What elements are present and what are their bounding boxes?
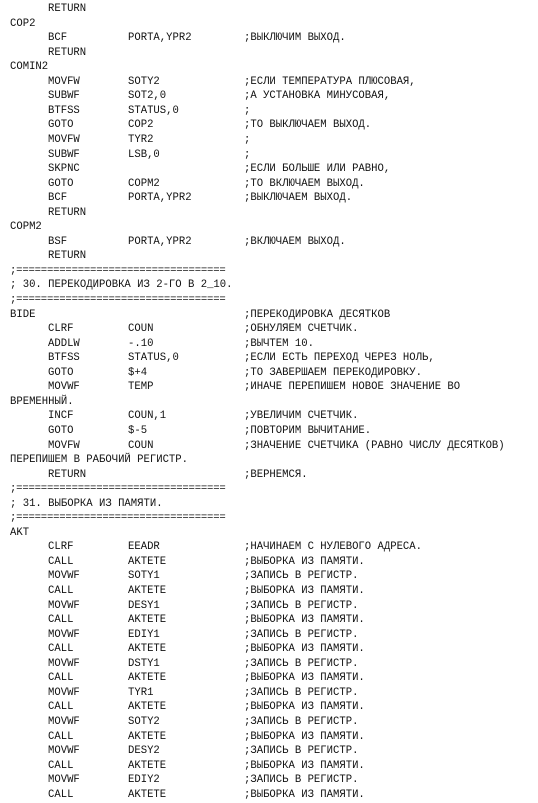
code-comment: ;НАЧИНАЕМ С НУЛЕВОГО АДРЕСА. [244, 541, 423, 554]
code-opcode: MOVFW [48, 439, 80, 452]
code-comment: ;ВЫБОРКА ИЗ ПАМЯТИ. [244, 585, 365, 597]
code-line [0, 2, 538, 17]
code-line [0, 700, 538, 715]
code-opcode: GOTO [48, 119, 74, 132]
code-line [0, 642, 538, 657]
code-operand: STATUS,0 [128, 104, 179, 117]
code-label: AKT [10, 526, 30, 539]
code-opcode: CALL [48, 788, 74, 801]
code-comment: ;ВЫБОРКА ИЗ ПАМЯТИ. [244, 730, 365, 743]
code-opcode: MOVWF [48, 628, 80, 641]
code-comment: ;ВЫКЛЮЧАЕМ ВЫХОД. [244, 192, 353, 205]
code-opcode: BCF [48, 192, 68, 205]
code-line [0, 162, 538, 177]
code-line [0, 191, 538, 206]
code-opcode: RETURN [48, 3, 87, 15]
code-opcode: SKPNC [48, 163, 80, 176]
code-operand: EEADR [128, 541, 160, 554]
code-label: COMIN2 [10, 61, 49, 74]
code-comment: ; [244, 104, 251, 117]
code-line [0, 75, 538, 90]
code-operand: AKTETE [128, 614, 167, 627]
code-comment: ;ВКЛЮЧАЕМ ВЫХОД. [244, 235, 346, 248]
section-separator: ;================================== [10, 264, 226, 277]
code-line [0, 104, 538, 119]
code-opcode: CALL [48, 730, 74, 743]
code-operand: AKTETE [128, 701, 167, 714]
code-line [0, 249, 538, 264]
code-comment: ;ВЫБОРКА ИЗ ПАМЯТИ. [244, 788, 365, 801]
code-operand: AKTETE [128, 730, 167, 743]
code-operand: DSTY1 [128, 657, 160, 670]
section-separator: ;================================== [10, 294, 226, 306]
code-operand: EDIY2 [128, 774, 160, 787]
code-line [0, 17, 538, 32]
code-operand: SOT2,0 [128, 90, 167, 103]
code-label: COP2 [10, 17, 36, 30]
code-line [0, 60, 538, 75]
code-operand: AKTETE [128, 555, 167, 568]
code-opcode: MOVWF [48, 745, 80, 758]
code-comment: ; [244, 148, 251, 161]
code-comment: ;ЗНАЧЕНИЕ СЧЕТЧИКА (РАВНО ЧИСЛУ ДЕСЯТКОВ) [244, 439, 505, 452]
code-operand: COUN [128, 323, 154, 336]
code-opcode: MOVWF [48, 657, 80, 670]
code-operand: PORTA,YPR2 [128, 235, 192, 248]
code-operand: EDIY1 [128, 628, 160, 641]
code-opcode: BCF [48, 32, 68, 45]
code-comment: ;ПОВТОРИМ ВЫЧИТАНИЕ. [244, 424, 372, 437]
code-operand: -.10 [128, 337, 154, 350]
code-line [0, 46, 538, 61]
code-operand: STATUS,0 [128, 352, 179, 365]
code-opcode: BTFSS [48, 104, 80, 117]
code-comment: ;ТО ЗАВЕРШАЕМ ПЕРЕКОДИРОВКУ. [244, 366, 423, 379]
code-opcode: ADDLW [48, 337, 80, 350]
code-opcode: MOVWF [48, 381, 80, 394]
code-line [0, 555, 538, 570]
code-comment: ;ТО ВЫКЛЮЧАЕМ ВЫХОД. [244, 119, 372, 132]
code-opcode: RETURN [48, 46, 87, 59]
code-comment: ;ЕСЛИ ЕСТЬ ПЕРЕХОД ЧЕРЕЗ НОЛЬ, [244, 352, 435, 365]
code-comment: ;ЕСЛИ ТЕМПЕРАТУРА ПЛЮСОВАЯ, [244, 75, 416, 88]
code-line [0, 671, 538, 686]
code-opcode: MOVWF [48, 570, 80, 583]
code-operand: AKTETE [128, 643, 167, 656]
code-label: COPM2 [10, 221, 42, 234]
code-line [0, 453, 538, 468]
code-opcode: MOVWF [48, 774, 80, 787]
code-line [0, 322, 538, 337]
code-opcode: MOVWF [48, 715, 80, 728]
code-line [0, 540, 538, 555]
code-operand: PORTA,YPR2 [128, 192, 192, 205]
code-opcode: MOVWF [48, 686, 80, 699]
code-operand: DESY1 [128, 599, 160, 612]
code-line [0, 89, 538, 104]
code-line [0, 569, 538, 584]
code-opcode: MOVWF [48, 599, 80, 612]
code-comment: ;ПЕРЕКОДИРОВКА ДЕСЯТКОВ [244, 308, 391, 321]
code-comment: ;ОБНУЛЯЕМ СЧЕТЧИК. [244, 323, 359, 336]
code-opcode: INCF [48, 410, 74, 423]
code-opcode: CALL [48, 585, 74, 597]
section-separator: ;================================== [10, 512, 226, 525]
code-line [0, 424, 538, 439]
code-comment: ;ВЫБОРКА ИЗ ПАМЯТИ. [244, 555, 365, 568]
code-opcode: CLRF [48, 541, 74, 554]
code-operand: DESY2 [128, 745, 160, 758]
code-line [0, 628, 538, 643]
code-comment: ;ВЫБОРКА ИЗ ПАМЯТИ. [244, 672, 365, 685]
code-operand: AKTETE [128, 788, 167, 801]
code-opcode: CALL [48, 759, 74, 772]
code-opcode: SUBWF [48, 90, 80, 103]
code-comment: ; [244, 133, 251, 146]
code-comment: ;ТО ВКЛЮЧАЕМ ВЫХОД. [244, 177, 365, 190]
code-comment: ;ЗАПИСЬ В РЕГИСТР. [244, 599, 359, 612]
code-operand: SOTY2 [128, 715, 160, 728]
code-line [0, 337, 538, 352]
code-operand: COUN [128, 439, 154, 452]
code-line [0, 264, 538, 279]
code-opcode: CALL [48, 555, 74, 568]
code-line [0, 657, 538, 672]
code-line [0, 439, 538, 454]
code-operand: TYR2 [128, 133, 154, 146]
code-opcode: GOTO [48, 177, 74, 190]
code-opcode: CALL [48, 672, 74, 685]
code-line [0, 366, 538, 381]
code-line [0, 468, 538, 483]
code-comment: ;ЗАПИСЬ В РЕГИСТР. [244, 774, 359, 787]
code-text: ВРЕМЕННЫЙ. [10, 395, 74, 408]
code-operand: AKTETE [128, 759, 167, 772]
code-line [0, 380, 538, 395]
code-comment: ;ЗАПИСЬ В РЕГИСТР. [244, 686, 359, 699]
code-operand: AKTETE [128, 672, 167, 685]
code-opcode: BTFSS [48, 352, 80, 365]
code-line [0, 206, 538, 221]
code-comment: ;ВЫБОРКА ИЗ ПАМЯТИ. [244, 643, 365, 656]
code-line [0, 773, 538, 788]
code-comment: ;ВЫБОРКА ИЗ ПАМЯТИ. [244, 701, 365, 714]
code-line [0, 220, 538, 235]
code-line [0, 409, 538, 424]
code-label: BIDE [10, 308, 36, 321]
code-line [0, 511, 538, 526]
code-comment: ;ИНАЧЕ ПЕРЕПИШЕМ НОВОЕ ЗНАЧЕНИЕ ВО [244, 381, 461, 394]
code-operand: SOTY1 [128, 570, 160, 583]
code-opcode: MOVFW [48, 75, 80, 88]
code-comment: ;ВЫБОРКА ИЗ ПАМЯТИ. [244, 614, 365, 627]
code-line [0, 293, 538, 308]
code-comment: ;ЗАПИСЬ В РЕГИСТР. [244, 570, 359, 583]
code-operand: COPM2 [128, 177, 160, 190]
code-operand: $+4 [128, 366, 148, 379]
code-line [0, 308, 538, 323]
code-line [0, 599, 538, 614]
code-operand: TYR1 [128, 686, 154, 699]
code-line [0, 715, 538, 730]
code-line [0, 584, 538, 599]
section-separator: ;================================== [10, 483, 226, 496]
code-operand: TEMP [128, 381, 154, 394]
code-comment: ;А УСТАНОВКА МИНУСОВАЯ, [244, 90, 391, 103]
code-operand: PORTA,YPR2 [128, 32, 192, 45]
code-line [0, 148, 538, 163]
code-comment: ;ВЫЧТЕМ 10. [244, 337, 314, 350]
code-line [0, 730, 538, 745]
code-comment: ;ЕСЛИ БОЛЬШЕ ИЛИ РАВНО, [244, 163, 391, 176]
code-line [0, 759, 538, 774]
code-line [0, 613, 538, 628]
code-line [0, 497, 538, 512]
code-opcode: GOTO [48, 424, 74, 437]
code-line [0, 133, 538, 148]
code-line [0, 177, 538, 192]
code-opcode: CALL [48, 701, 74, 714]
code-opcode: BSF [48, 235, 68, 248]
code-comment: ;ВЫБОРКА ИЗ ПАМЯТИ. [244, 759, 365, 772]
code-line [0, 395, 538, 410]
code-comment: ;ЗАПИСЬ В РЕГИСТР. [244, 745, 359, 758]
code-line [0, 351, 538, 366]
code-comment: ;ЗАПИСЬ В РЕГИСТР. [244, 715, 359, 728]
code-opcode: RETURN [48, 206, 87, 219]
code-operand: $-5 [128, 424, 148, 437]
code-opcode: CALL [48, 614, 74, 627]
code-comment: ;ЗАПИСЬ В РЕГИСТР. [244, 628, 359, 641]
code-operand: AKTETE [128, 585, 167, 597]
code-text: ; 30. ПЕРЕКОДИРОВКА ИЗ 2-ГО В 2_10. [10, 279, 233, 292]
code-comment: ;УВЕЛИЧИМ СЧЕТЧИК. [244, 410, 359, 423]
code-opcode: RETURN [48, 250, 87, 263]
code-line [0, 744, 538, 759]
code-opcode: MOVFW [48, 133, 80, 146]
code-line [0, 235, 538, 250]
code-comment: ;ЗАПИСЬ В РЕГИСТР. [244, 657, 359, 670]
code-operand: SOTY2 [128, 75, 160, 88]
code-opcode: GOTO [48, 366, 74, 379]
code-text: ПЕРЕПИШЕМ В РАБОЧИЙ РЕГИСТР. [10, 454, 189, 467]
code-opcode: SUBWF [48, 148, 80, 161]
code-line [0, 788, 538, 803]
code-opcode: CALL [48, 643, 74, 656]
code-opcode: CLRF [48, 323, 74, 336]
code-line [0, 686, 538, 701]
code-opcode: RETURN [48, 468, 87, 481]
code-operand: LSB,0 [128, 148, 160, 161]
code-line [0, 482, 538, 497]
code-line [0, 526, 538, 541]
code-operand: COUN,1 [128, 410, 167, 423]
code-comment: ;ВЕРНЕМСЯ. [244, 468, 308, 481]
code-line [0, 278, 538, 293]
code-line [0, 118, 538, 133]
code-line [0, 31, 538, 46]
code-text: ; 31. ВЫБОРКА ИЗ ПАМЯТИ. [10, 497, 163, 510]
code-comment: ;ВЫКЛЮЧИМ ВЫХОД. [244, 32, 346, 45]
code-operand: COP2 [128, 119, 154, 132]
